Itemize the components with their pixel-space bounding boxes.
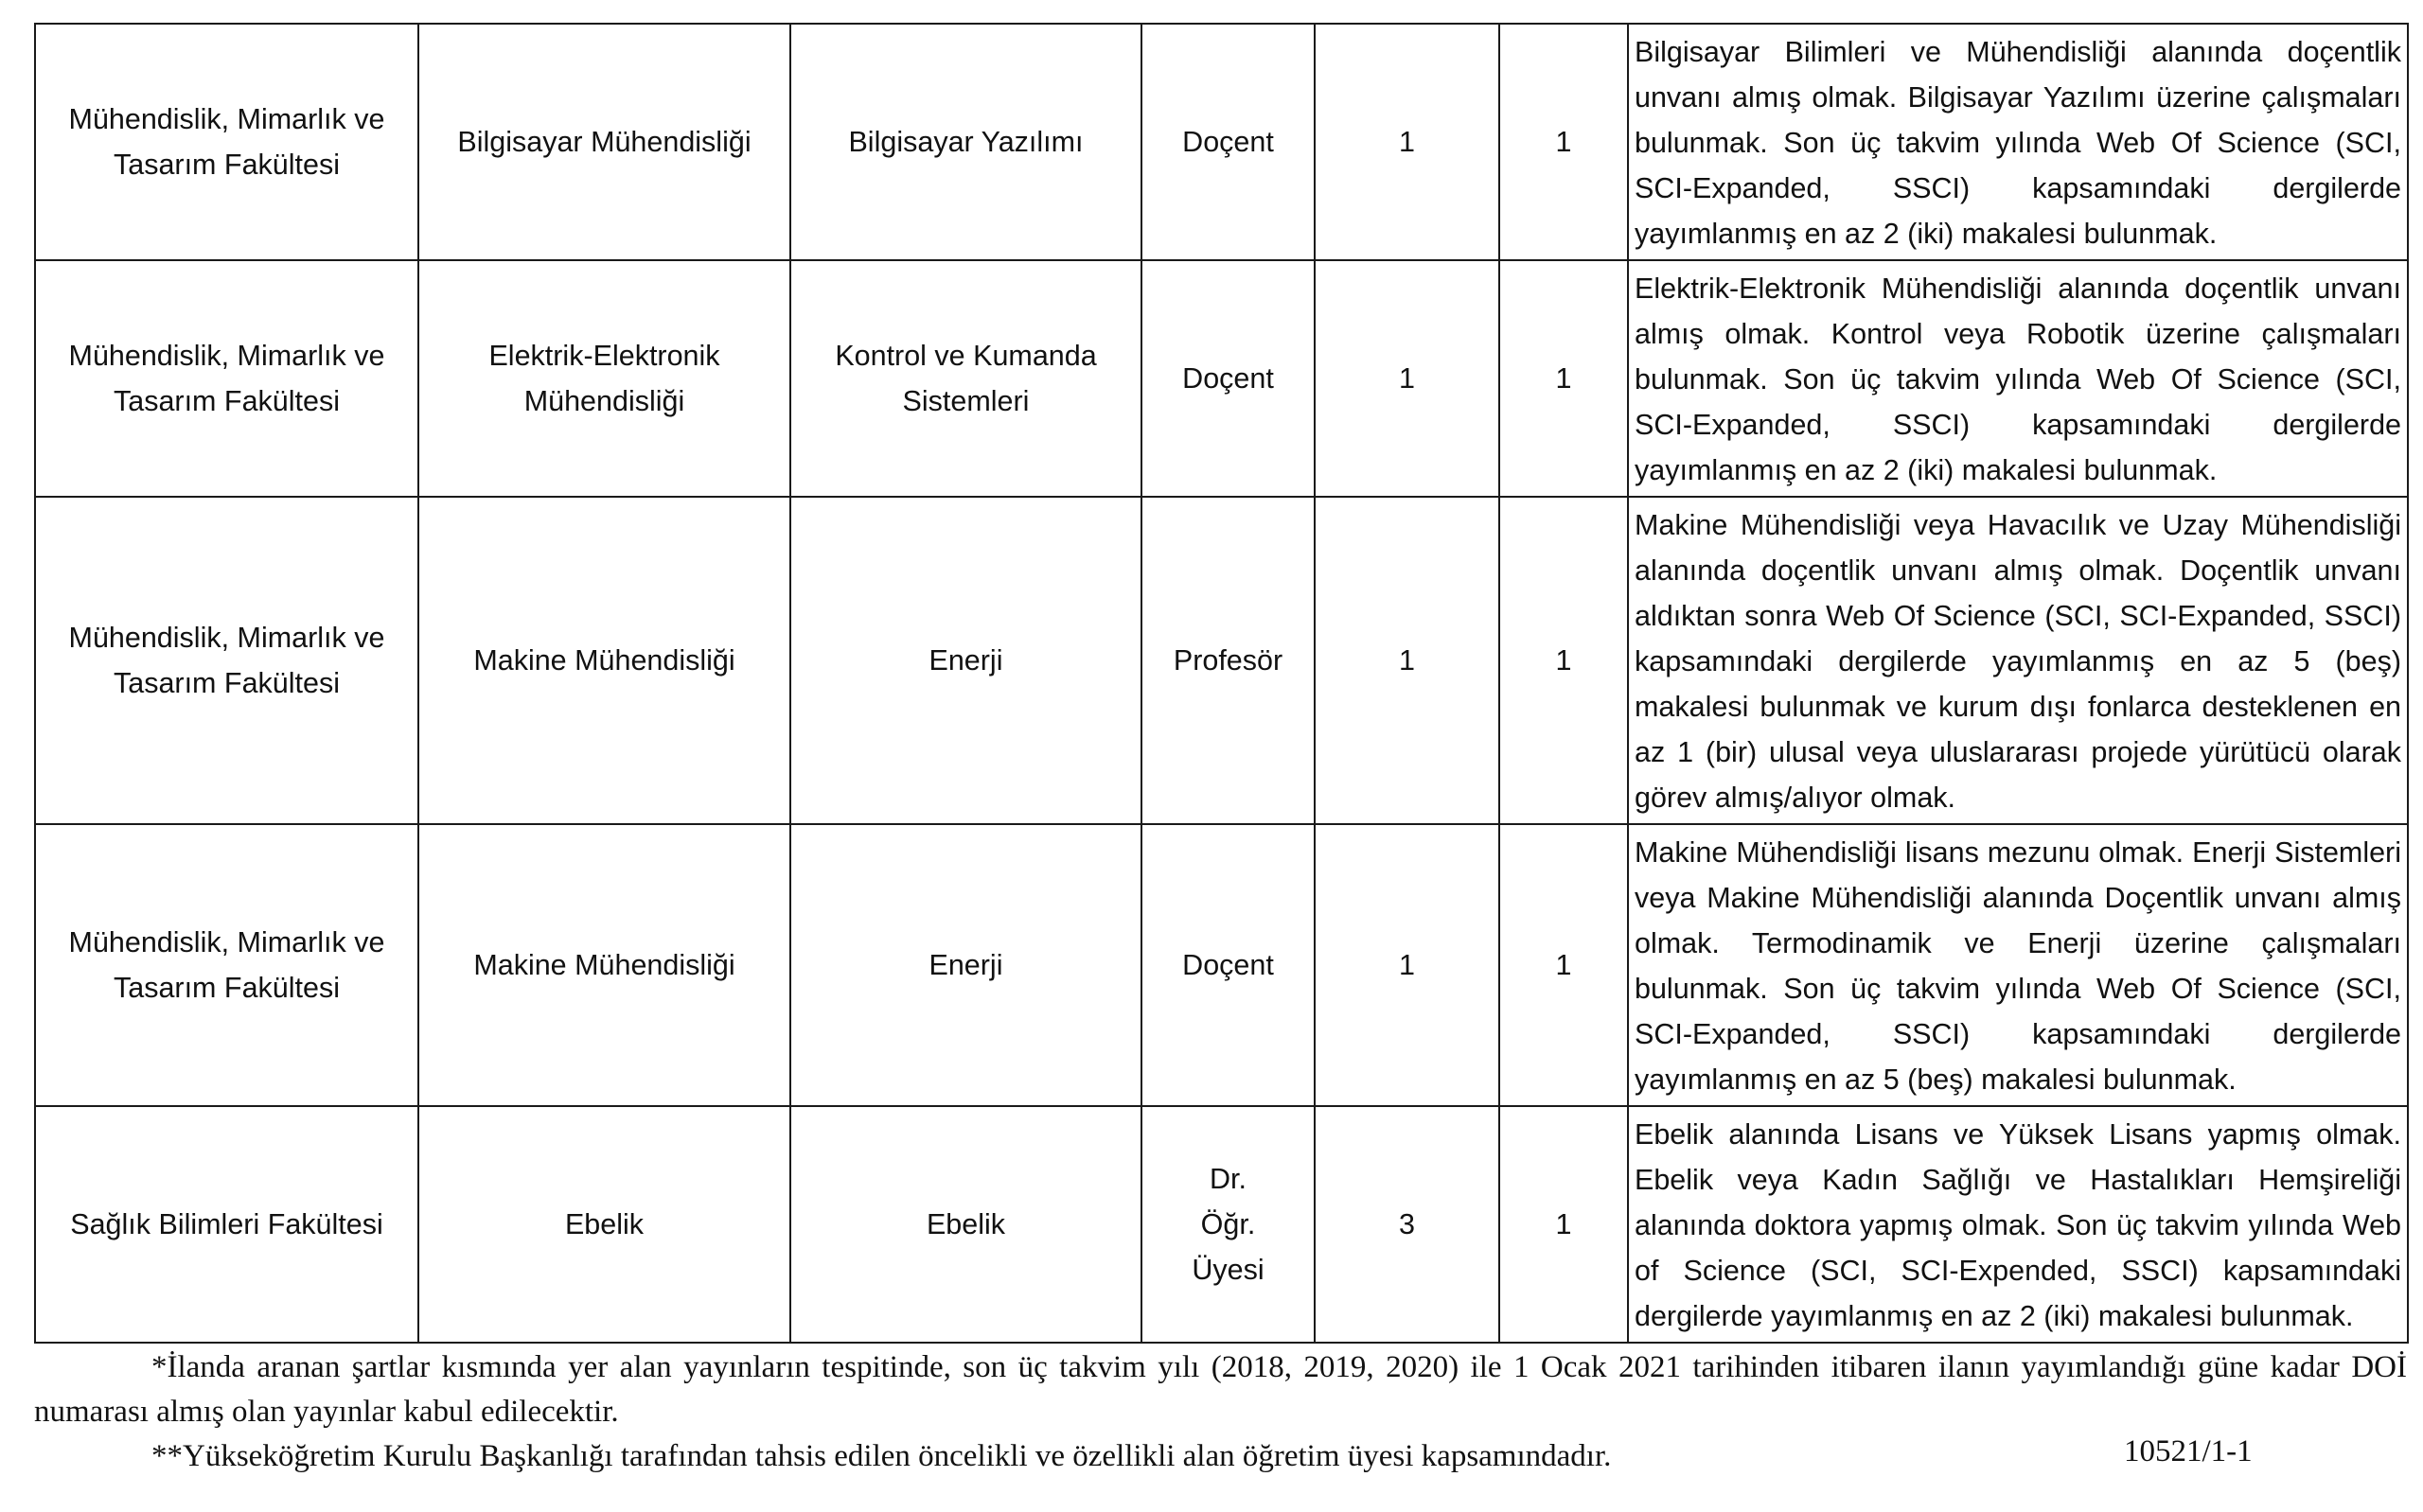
degree-cell: 1: [1499, 497, 1628, 824]
requirements-cell: Makine Mühendisliği lisans mezunu olmak. Enerji Sistemleri veya Makine Mühendisliği alanında Doçentlik unvanı almış olmak. Termodinamik ve Enerji üzerine çalışmaları bulunmak. Son üç takvim yılında Web Of Science (SCI, SCI-Expanded, SSCI) kapsamındaki dergilerde yayımlanmış en az 5 (beş) makalesi bulunmak.: [1628, 824, 2408, 1106]
department-cell: Bilgisayar Mühendisliği: [418, 24, 790, 260]
program-cell: Ebelik: [790, 1106, 1141, 1343]
program-cell: Kontrol ve Kumanda Sistemleri: [790, 260, 1141, 497]
department-cell: Makine Mühendisliği: [418, 824, 790, 1106]
positions-table: [34, 23, 2409, 1344]
table-row: [35, 824, 2408, 1106]
faculty-cell: Mühendislik, Mimarlık ve Tasarım Fakültesi: [35, 260, 418, 497]
degree-cell: 1: [1499, 824, 1628, 1106]
requirements-cell: Makine Mühendisliği veya Havacılık ve Uzay Mühendisliği alanında doçentlik unvanı almış olmak. Doçentlik unvanı aldıktan sonra Web Of Science (SCI, SCI-Expanded, SSCI) kapsamındaki dergilerde yayımlanmış en az 5 (beş) makalesi bulunmak ve kurum dışı fonlarca desteklenen en az 1 (bir) ulusal veya uluslararası projede yürütücü olarak görev almış/alıyor olmak.: [1628, 497, 2408, 824]
footnote-publications: *İlanda aranan şartlar kısmında yer alan yayınların tespitinde, son üç takvim yılı (2018, 2019, 2020) ile 1 Ocak 2021 tarihinden itibaren ilanın yayımlandığı güne kadar DOİ numarası almış olan yayınlar kabul edilecektir.: [34, 1350, 2407, 1429]
faculty-cell: Sağlık Bilimleri Fakültesi: [35, 1106, 418, 1343]
table-row: [35, 24, 2408, 260]
degree-cell: 1: [1499, 24, 1628, 260]
title-cell: Doçent: [1141, 24, 1315, 260]
faculty-cell: Mühendislik, Mimarlık ve Tasarım Fakültesi: [35, 497, 418, 824]
program-cell: Bilgisayar Yazılımı: [790, 24, 1141, 260]
title-cell: Profesör: [1141, 497, 1315, 824]
requirements-cell: Bilgisayar Bilimleri ve Mühendisliği alanında doçentlik unvanı almış olmak. Bilgisayar Yazılımı üzerine çalışmaları bulunmak. Son üç takvim yılında Web Of Science (SCI, SCI-Expanded, SSCI) kapsamındaki dergilerde yayımlanmış en az 2 (iki) makalesi bulunmak.: [1628, 24, 2408, 260]
degree-cell: 1: [1499, 1106, 1628, 1343]
count-cell: 1: [1315, 260, 1499, 497]
requirements-cell: Elektrik-Elektronik Mühendisliği alanında doçentlik unvanı almış olmak. Kontrol veya Robotik üzerine çalışmaları bulunmak. Son üç takvim yılında Web Of Science (SCI, SCI-Expanded, SSCI) kapsamındaki dergilerde yayımlanmış en az 2 (iki) makalesi bulunmak.: [1628, 260, 2408, 497]
faculty-cell: Mühendislik, Mimarlık ve Tasarım Fakültesi: [35, 824, 418, 1106]
title-cell: Doçent: [1141, 260, 1315, 497]
footnotes: [34, 1345, 2407, 1479]
title-cell: Dr. Öğr. Üyesi: [1141, 1106, 1315, 1343]
table-row: [35, 260, 2408, 497]
table-row: [35, 1106, 2408, 1343]
footnote-priority-area: **Yükseköğretim Kurulu Başkanlığı tarafından tahsis edilen öncelikli ve özellikli alan öğretim üyesi kapsamındadır.: [151, 1439, 1612, 1473]
faculty-cell: Mühendislik, Mimarlık ve Tasarım Fakültesi: [35, 24, 418, 260]
count-cell: 1: [1315, 24, 1499, 260]
program-cell: Enerji: [790, 497, 1141, 824]
department-cell: Elektrik-Elektronik Mühendisliği: [418, 260, 790, 497]
table-row: [35, 497, 2408, 824]
department-cell: Makine Mühendisliği: [418, 497, 790, 824]
announcement-document: [34, 23, 2407, 1479]
announcement-reference-number: 10521/1-1: [2124, 1434, 2253, 1468]
degree-cell: 1: [1499, 260, 1628, 497]
department-cell: Ebelik: [418, 1106, 790, 1343]
count-cell: 1: [1315, 497, 1499, 824]
title-cell: Doçent: [1141, 824, 1315, 1106]
count-cell: 3: [1315, 1106, 1499, 1343]
requirements-cell: Ebelik alanında Lisans ve Yüksek Lisans yapmış olmak. Ebelik veya Kadın Sağlığı ve Hastalıkları Hemşireliği alanında doktora yapmış olmak. Son üç takvim yılında Web of Science (SCI, SCI-Expended, SSCI) kapsamındaki dergilerde yayımlanmış en az 2 (iki) makalesi bulunmak.: [1628, 1106, 2408, 1343]
count-cell: 1: [1315, 824, 1499, 1106]
program-cell: Enerji: [790, 824, 1141, 1106]
